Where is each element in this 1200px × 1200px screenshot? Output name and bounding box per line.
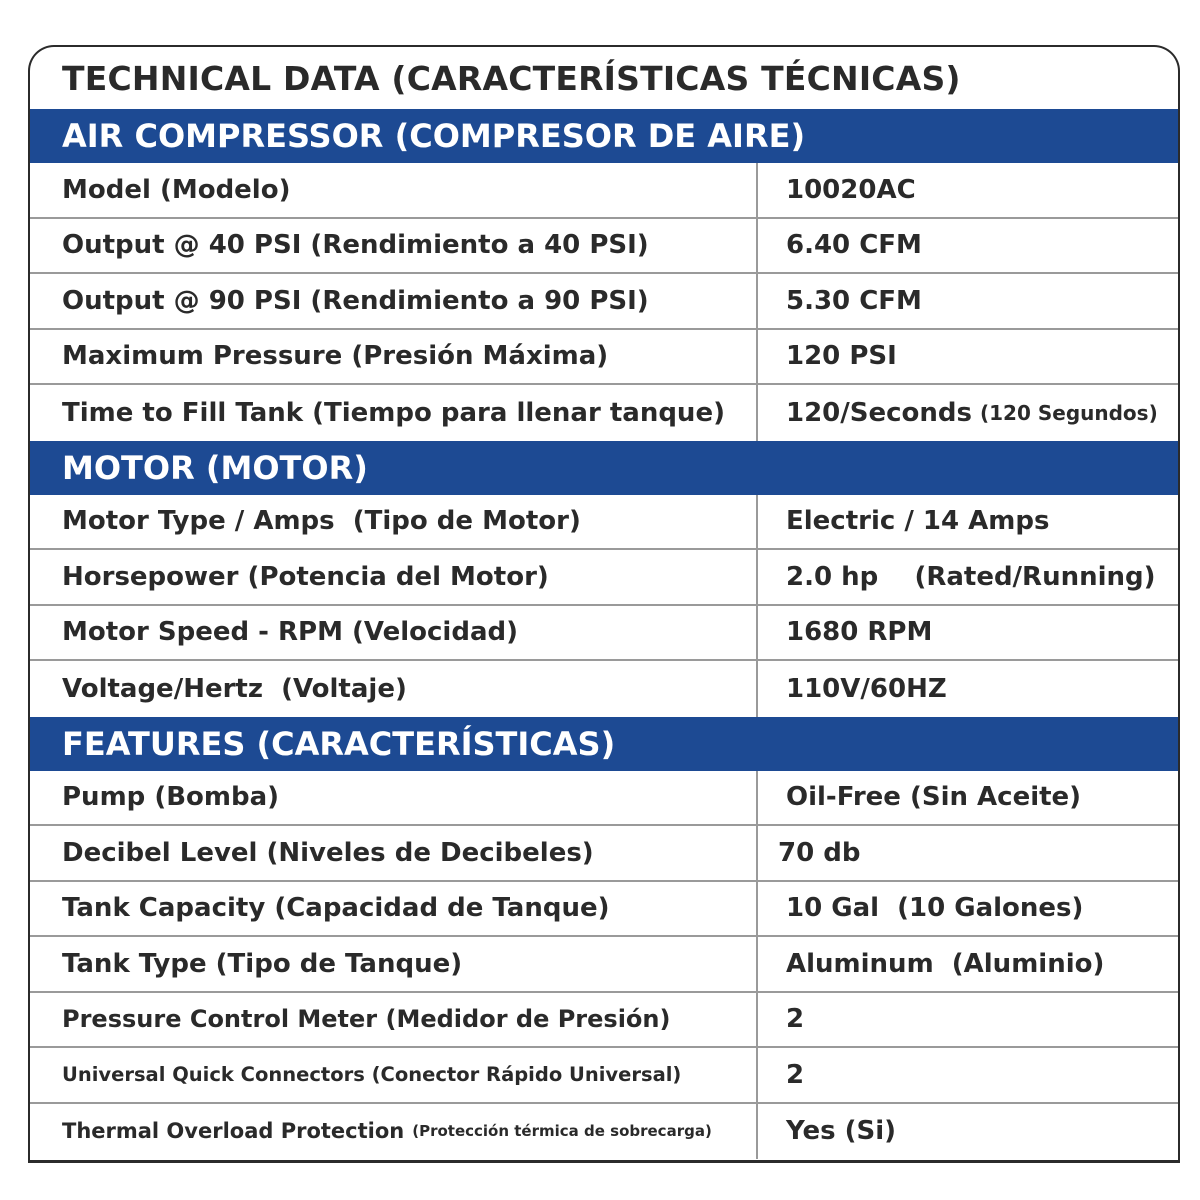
row-label: Model (Modelo)	[30, 163, 758, 217]
table-row	[30, 330, 1178, 386]
row-label: Output @ 90 PSI (Rendimiento a 90 PSI)	[30, 274, 758, 328]
table-row	[30, 771, 1178, 827]
row-label: Output @ 40 PSI (Rendimiento a 40 PSI)	[30, 219, 758, 273]
row-value: Oil-Free (Sin Aceite)	[786, 782, 1082, 813]
row-value: 110V/60HZ	[786, 673, 947, 704]
row-label: Motor Type / Amps (Tipo de Motor)	[30, 495, 758, 549]
section-header-motor: MOTOR (MOTOR)	[30, 441, 1178, 495]
table-row	[30, 1104, 1178, 1160]
row-label: Maximum Pressure (Presión Máxima)	[30, 330, 758, 384]
row-value-note: (120 Segundos)	[980, 400, 1158, 425]
row-label: Pressure Control Meter (Medidor de Presión)	[30, 993, 758, 1047]
row-value: 2	[786, 1059, 805, 1090]
row-label: Voltage/Hertz (Voltaje)	[30, 661, 758, 717]
section-header-air-compressor: AIR COMPRESSOR (COMPRESOR DE AIRE)	[30, 109, 1178, 163]
table-row	[30, 606, 1178, 662]
row-label: Time to Fill Tank (Tiempo para llenar tanque)	[30, 385, 758, 441]
table-row	[30, 826, 1178, 882]
row-value: 6.40 CFM	[786, 230, 922, 261]
row-label: Motor Speed - RPM (Velocidad)	[30, 606, 758, 660]
row-label: Decibel Level (Niveles de Decibeles)	[30, 826, 758, 880]
row-label: Pump (Bomba)	[30, 771, 758, 825]
table-row	[30, 882, 1178, 938]
table-row	[30, 495, 1178, 551]
row-value-group	[758, 385, 1178, 441]
row-value: 10 Gal (10 Galones)	[786, 893, 1084, 924]
row-value: 120/Seconds	[786, 397, 972, 428]
table-row	[30, 1048, 1178, 1104]
section-header-features: FEATURES (CARACTERÍSTICAS)	[30, 717, 1178, 771]
row-label: Horsepower (Potencia del Motor)	[30, 550, 758, 604]
table-row	[30, 385, 1178, 441]
row-value: 2.0 hp (Rated/Running)	[786, 561, 1156, 592]
technical-data-sheet	[28, 45, 1180, 1163]
row-value: 10020AC	[786, 174, 916, 205]
row-value: 5.30 CFM	[786, 285, 922, 316]
row-label-group	[30, 1104, 758, 1160]
row-value: Electric / 14 Amps	[786, 506, 1050, 537]
row-label-note: (Protección térmica de sobrecarga)	[412, 1122, 712, 1141]
row-label: Thermal Overload Protection	[62, 1119, 405, 1144]
table-row	[30, 550, 1178, 606]
table-row	[30, 163, 1178, 219]
page-title: TECHNICAL DATA (CARACTERÍSTICAS TÉCNICAS)	[62, 58, 961, 98]
row-value: 2	[786, 1004, 805, 1035]
row-value: 1680 RPM	[786, 617, 933, 648]
row-label: Tank Capacity (Capacidad de Tanque)	[30, 882, 758, 936]
table-row	[30, 274, 1178, 330]
row-value: Aluminum (Aluminio)	[786, 948, 1105, 979]
row-value: 70 db	[778, 837, 861, 868]
table-row	[30, 219, 1178, 275]
row-value: 120 PSI	[786, 341, 897, 372]
table-row	[30, 993, 1178, 1049]
table-row	[30, 661, 1178, 717]
row-label: Tank Type (Tipo de Tanque)	[30, 937, 758, 991]
table-row	[30, 937, 1178, 993]
row-value: Yes (Si)	[786, 1116, 897, 1147]
row-label: Universal Quick Connectors (Conector Rápido Universal)	[30, 1048, 758, 1102]
